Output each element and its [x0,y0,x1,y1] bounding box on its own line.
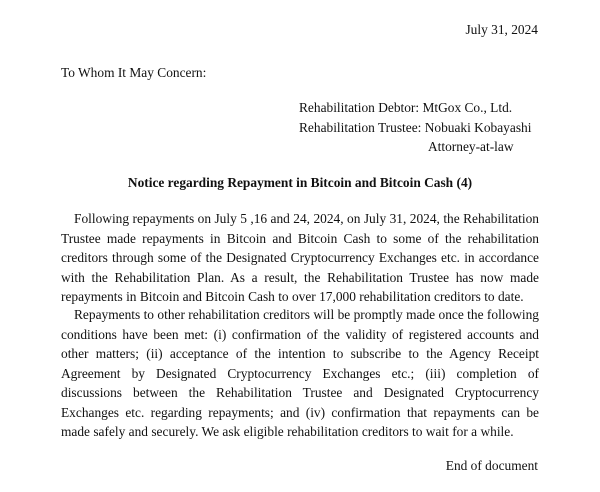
notice-paragraph-2: Repayments to other rehabilitation creditors will be promptly made once the following conditions have been met: (i) confirmation of the validity of registered accounts and other matters; (ii) acceptance of the intention to subscribe to the Agency Receipt Agreement by Designated Cryptocurrency Exchanges etc.; (iii) completion of discussions between the Rehabilitation Trustee and Designated Cryptocurrency Exchanges etc. regarding repayments; and (iv) confirmation that repayments can be made safely and securely. We ask eligible rehabilitation creditors to wait for a while. [61,307,539,439]
rehabilitation-trustee: Rehabilitation Trustee: Nobuaki Kobayashi [299,119,532,135]
parties-block [299,98,531,157]
end-of-document: End of document [445,458,538,473]
rehabilitation-debtor: Rehabilitation Debtor: MtGox Co., Ltd. [299,100,513,115]
salutation: To Whom It May Concern: [61,65,207,80]
document-date: July 31, 2024 [465,22,538,37]
trustee-title: Attorney-at-law [428,139,514,154]
notice-paragraph-1: Following repayments on July 5 ,16 and 24, 2024, on July 31, 2024, the Rehabilitation Trustee made repayments in Bitcoin and Bitcoin Cash to some of the rehabilitation creditors through some of the Designated Cryptocurrency Exchanges etc. in accordance with the Rehabilitation Plan. As a result, the Rehabilitation Trustee has now made repayments in Bitcoin and Bitcoin Cash to over 17,000 rehabilitation creditors to date. [61,211,539,304]
notice-title: Notice regarding Repayment in Bitcoin and Bitcoin Cash (4) [127,175,473,190]
